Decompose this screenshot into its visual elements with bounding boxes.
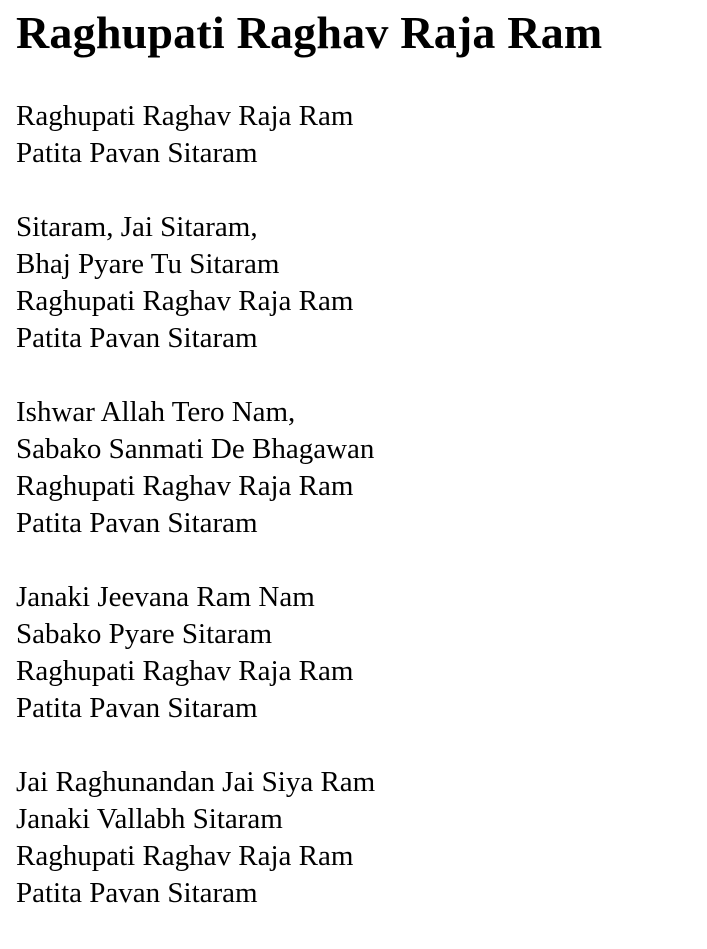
stanza-5 — [16, 764, 701, 912]
lyric-line: Raghupati Raghav Raja Ram — [16, 655, 354, 687]
stanza-1 — [16, 98, 701, 172]
lyric-line: Patita Pavan Sitaram — [16, 692, 258, 724]
lyric-line: Raghupati Raghav Raja Ram — [16, 285, 354, 317]
lyric-line: Sabako Sanmati De Bhagawan — [16, 433, 375, 465]
lyric-line: Janaki Vallabh Sitaram — [16, 803, 283, 835]
stanza-3 — [16, 394, 701, 542]
lyric-line: Raghupati Raghav Raja Ram — [16, 840, 354, 872]
lyric-line: Jai Raghunandan Jai Siya Ram — [16, 766, 376, 798]
lyric-line: Ishwar Allah Tero Nam, — [16, 396, 296, 428]
lyric-line: Raghupati Raghav Raja Ram — [16, 470, 354, 502]
lyric-line: Bhaj Pyare Tu Sitaram — [16, 248, 280, 280]
lyric-line: Patita Pavan Sitaram — [16, 137, 258, 169]
document-page — [16, 0, 701, 949]
lyric-line: Sabako Pyare Sitaram — [16, 618, 273, 650]
lyrics-body — [16, 98, 701, 912]
stanza-4 — [16, 579, 701, 727]
lyric-line: Raghupati Raghav Raja Ram — [16, 100, 354, 132]
page-title: Raghupati Raghav Raja Ram — [16, 7, 603, 58]
lyric-line: Janaki Jeevana Ram Nam — [16, 581, 315, 613]
lyric-line: Patita Pavan Sitaram — [16, 507, 258, 539]
lyric-line: Sitaram, Jai Sitaram, — [16, 211, 258, 243]
lyric-line: Patita Pavan Sitaram — [16, 322, 258, 354]
stanza-2 — [16, 209, 701, 357]
lyric-line: Patita Pavan Sitaram — [16, 877, 258, 909]
